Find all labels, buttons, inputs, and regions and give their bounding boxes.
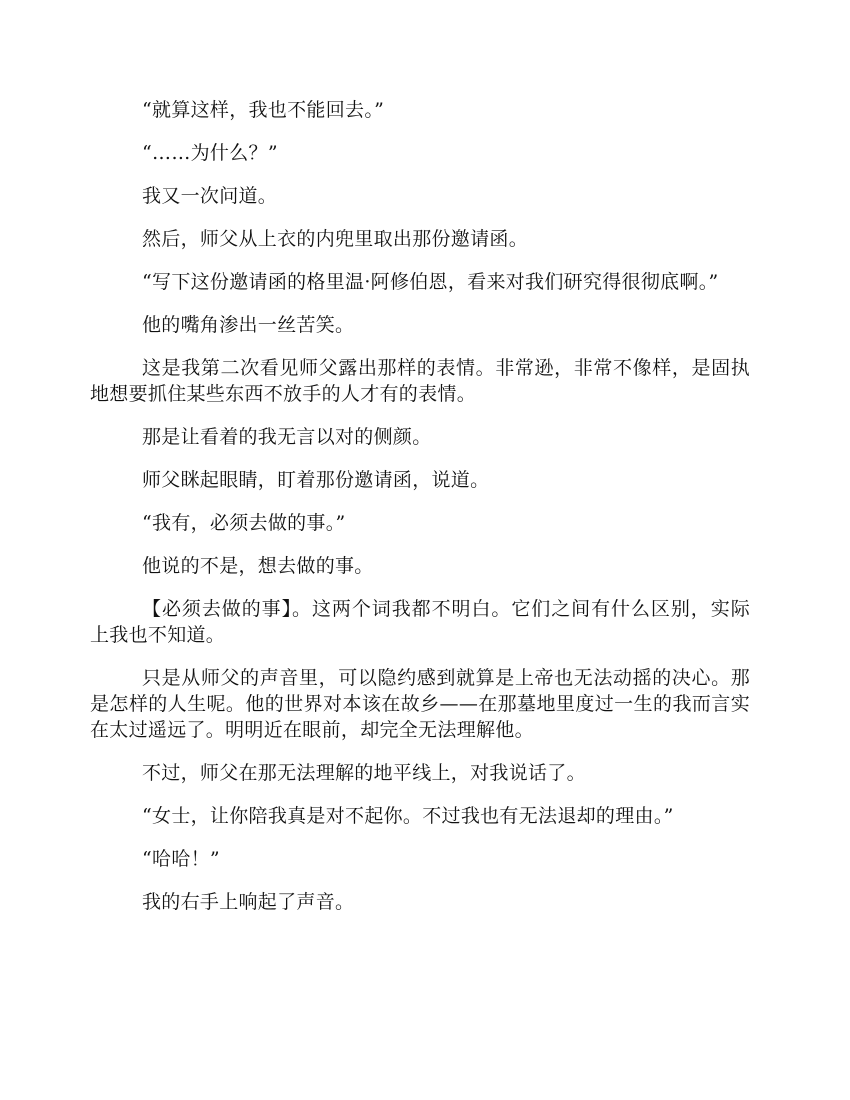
paragraph: “……为什么？” [142,142,278,164]
paragraph: “女士，让你陪我真是对不起你。不过我也有无法退却的理由。” [142,805,674,827]
paragraph: “写下这份邀请函的格里温·阿修伯恩，看来对我们研究得很彻底啊。” [142,271,719,293]
paragraph: 我的右手上响起了声音。 [142,891,355,913]
paragraph: 师父眯起眼睛，盯着那份邀请函，说道。 [142,469,490,491]
paragraph: 他说的不是，想去做的事。 [142,555,374,577]
paragraph: 不过，师父在那无法理解的地平线上，对我说话了。 [142,762,586,784]
paragraph: 他的嘴角渗出一丝苦笑。 [142,314,355,336]
paragraph: 然后，师父从上衣的内兜里取出那份邀请函。 [142,228,529,250]
document-page [90,97,750,932]
paragraph: “哈哈！” [142,848,220,870]
paragraph: 我又一次问道。 [142,185,278,207]
paragraph: 【必须去做的事】。这两个词我都不明白。它们之间有什么区别，实际上我也不知道。 [90,598,750,646]
paragraph: “就算这样，我也不能回去。” [142,99,385,121]
paragraph: 只是从师父的声音里，可以隐约感到就算是上帝也无法动摇的决心。那是怎样的人生呢。他的世界对本该在故乡——在那墓地里度过一生的我而言实在太过遥远了。明明近在眼前，却完全无法理解他。 [90,667,750,741]
paragraph: 那是让看着的我无言以对的侧颜。 [142,426,432,448]
paragraph: 这是我第二次看见师父露出那样的表情。非常逊，非常不像样，是固执地想要抓住某些东西不放手的人才有的表情。 [90,357,750,405]
paragraph: “我有，必须去做的事。” [142,512,346,534]
